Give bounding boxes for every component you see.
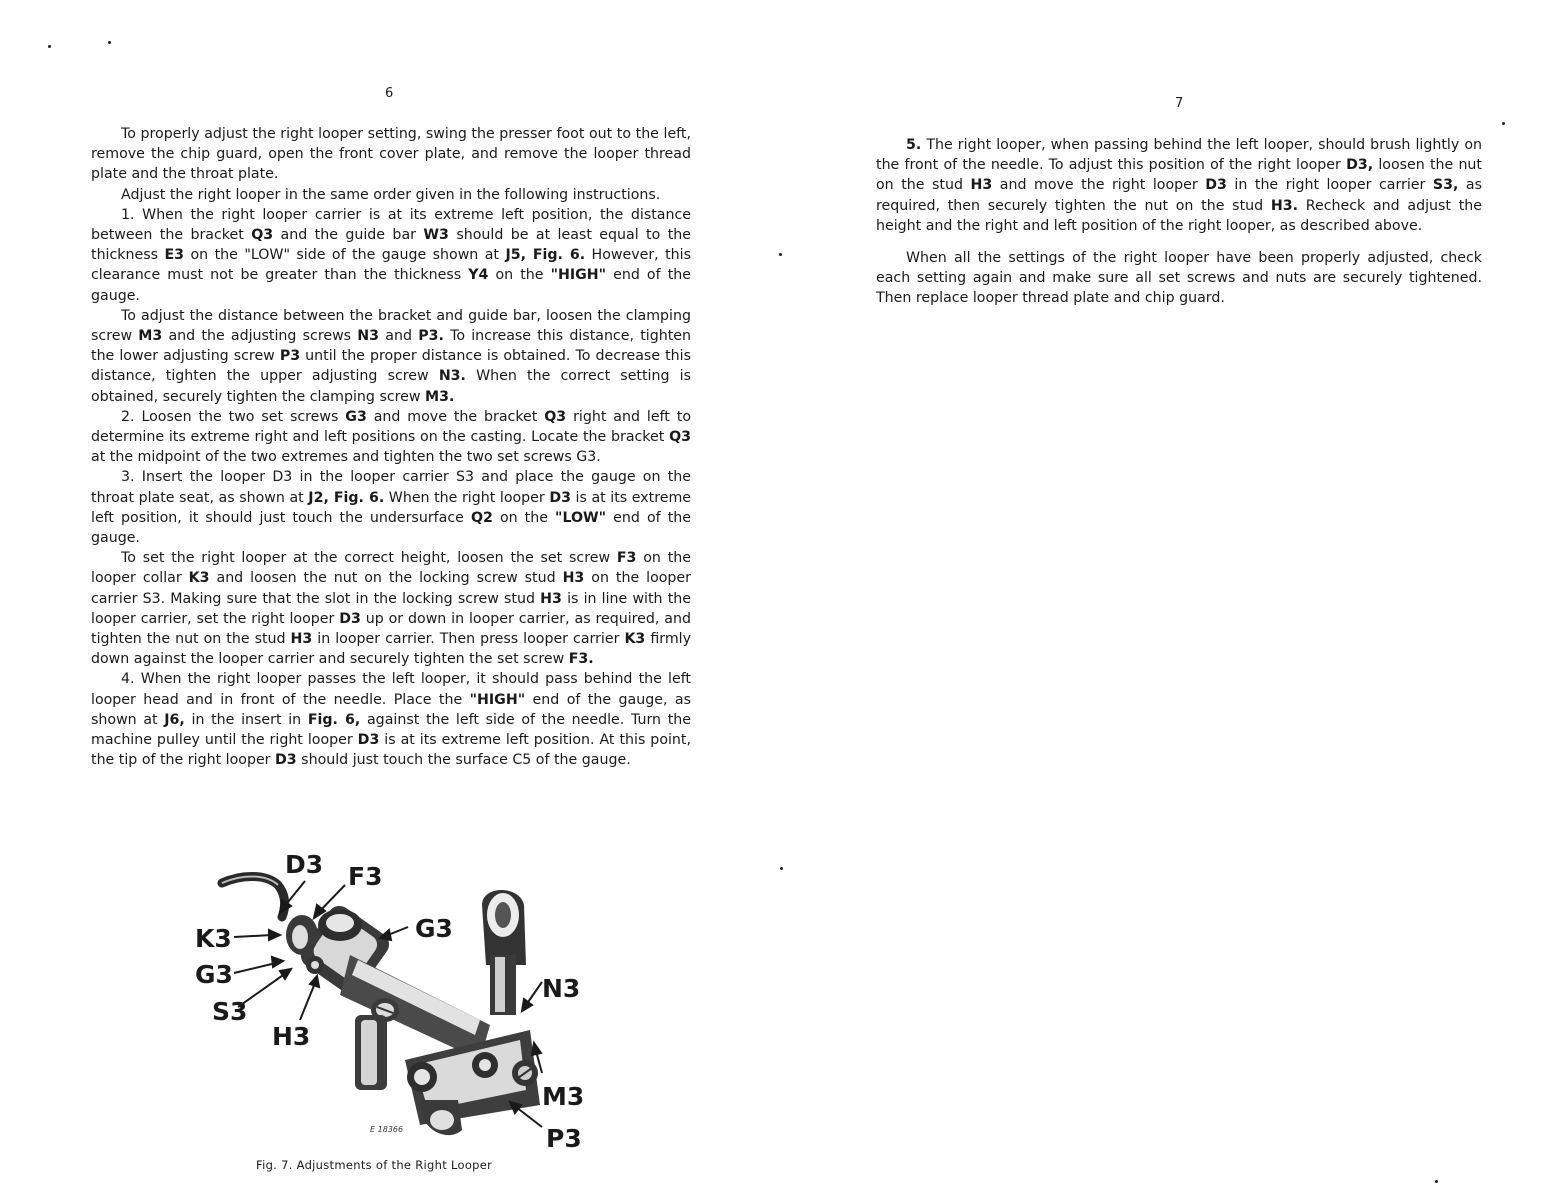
callout-p3: P3 xyxy=(546,1124,582,1153)
step-5-paragraph: 5. The right looper, when passing behind the left looper, should brush lightly on the front of the needle. To adjust this position of the right looper D3, loosen the nut on the stud H3 and move the right looper D3 in the right looper carrier S3, as required, then securely tighten the nut on the stud H3. Recheck and adjust the height and the right and left position of the right looper, as described above. xyxy=(876,137,1483,234)
step-1-adjust-paragraph: To adjust the distance between the bracket and guide bar, loosen the clamping screw M3 and the adjusting screws N3 and P3. To increase this distance, tighten the lower adjusting screw P3 until the proper distance is obtained. To decrease this distance, tighten the upper adjusting screw N3. When the correct setting is obtained, securely tighten the clamping screw M3. xyxy=(91,307,691,405)
step-3-paragraph: 3. Insert the looper D3 in the looper carrier S3 and place the gauge on the throat plate seat, as shown at J2, Fig. 6. When the right looper D3 is at its extreme left position, it should just touch the undersurface Q2 on the "LOW" end of the gauge. xyxy=(91,469,692,547)
callout-m3: M3 xyxy=(542,1082,585,1111)
callout-n3: N3 xyxy=(542,974,581,1003)
step-3-height-paragraph: To set the right looper at the correct height, loosen the set screw F3 on the looper collar K3 and loosen the nut on the locking screw stud H3 on the looper carrier S3. Making sure that the slot in the locking screw stud H3 is in line with the looper carrier, set the right looper D3 up or down in looper carrier, as required, and tighten the nut on the stud H3 in looper carrier. Then press looper carrier K3 firmly down against the looper carrier and securely tighten the set screw F3. xyxy=(91,550,691,668)
left-page xyxy=(0,0,777,1195)
callout-h3: H3 xyxy=(272,1022,311,1051)
step-4-paragraph: 4. When the right looper passes the left looper, it should pass behind the left looper head and in front of the needle. Place the "HIGH" end of the gauge, as shown at J6, in the insert in Fig. 6, against the left side of the needle. Turn the machine pulley until the right looper D3 is at its extreme left position. At this point, the tip of the right looper D3 should just touch the surface C5 of the gauge. xyxy=(91,671,691,769)
callout-d3: D3 xyxy=(285,850,324,879)
callout-s3: S3 xyxy=(212,997,248,1026)
callout-g3-right: G3 xyxy=(415,914,453,943)
callout-g3-left: G3 xyxy=(195,960,233,989)
step-1-paragraph: 1. When the right looper carrier is at its extreme left position, the distance between the bracket Q3 and the guide bar W3 should be at least equal to the thickness E3 on the "LOW" side of the gauge shown at J5, Fig. 6. However, this clearance must not be greater than the thickness Y4 on the "HIGH" end of the gauge. xyxy=(91,206,692,304)
callout-f3: F3 xyxy=(348,862,383,891)
right-page-body xyxy=(876,135,1482,309)
page-number-left: 6 xyxy=(385,86,394,101)
figure-caption: Fig. 7. Adjustments of the Right Looper xyxy=(256,1158,493,1172)
step-2-paragraph: 2. Loosen the two set screws G3 and move the bracket Q3 right and left to determine its extreme right and left positions on the casting. Locate the bracket Q3 at the midpoint of the two extremes and tighten the two set screws G3. xyxy=(91,408,691,466)
intro-paragraph: To properly adjust the right looper setting, swing the presser foot out to the left, remove the chip guard, open the front cover plate, and remove the looper thread plate and the throat plate. xyxy=(91,126,691,183)
right-page xyxy=(777,0,1555,1195)
looper-carrier-mechanism xyxy=(286,890,540,1135)
order-note: Adjust the right looper in the same order given in the following instructions. xyxy=(121,186,661,203)
figure-code: E 18366 xyxy=(370,1125,404,1134)
closing-paragraph: When all the settings of the right looper have been properly adjusted, check each setting again and make sure all set screws and nuts are securely tightened. Then replace looper thread plate and chip guard. xyxy=(876,250,1482,307)
left-page-body xyxy=(91,124,691,771)
page-number-right: 7 xyxy=(1175,96,1184,111)
looper-adjustment-figure xyxy=(190,845,610,1160)
callout-k3: K3 xyxy=(195,924,232,953)
